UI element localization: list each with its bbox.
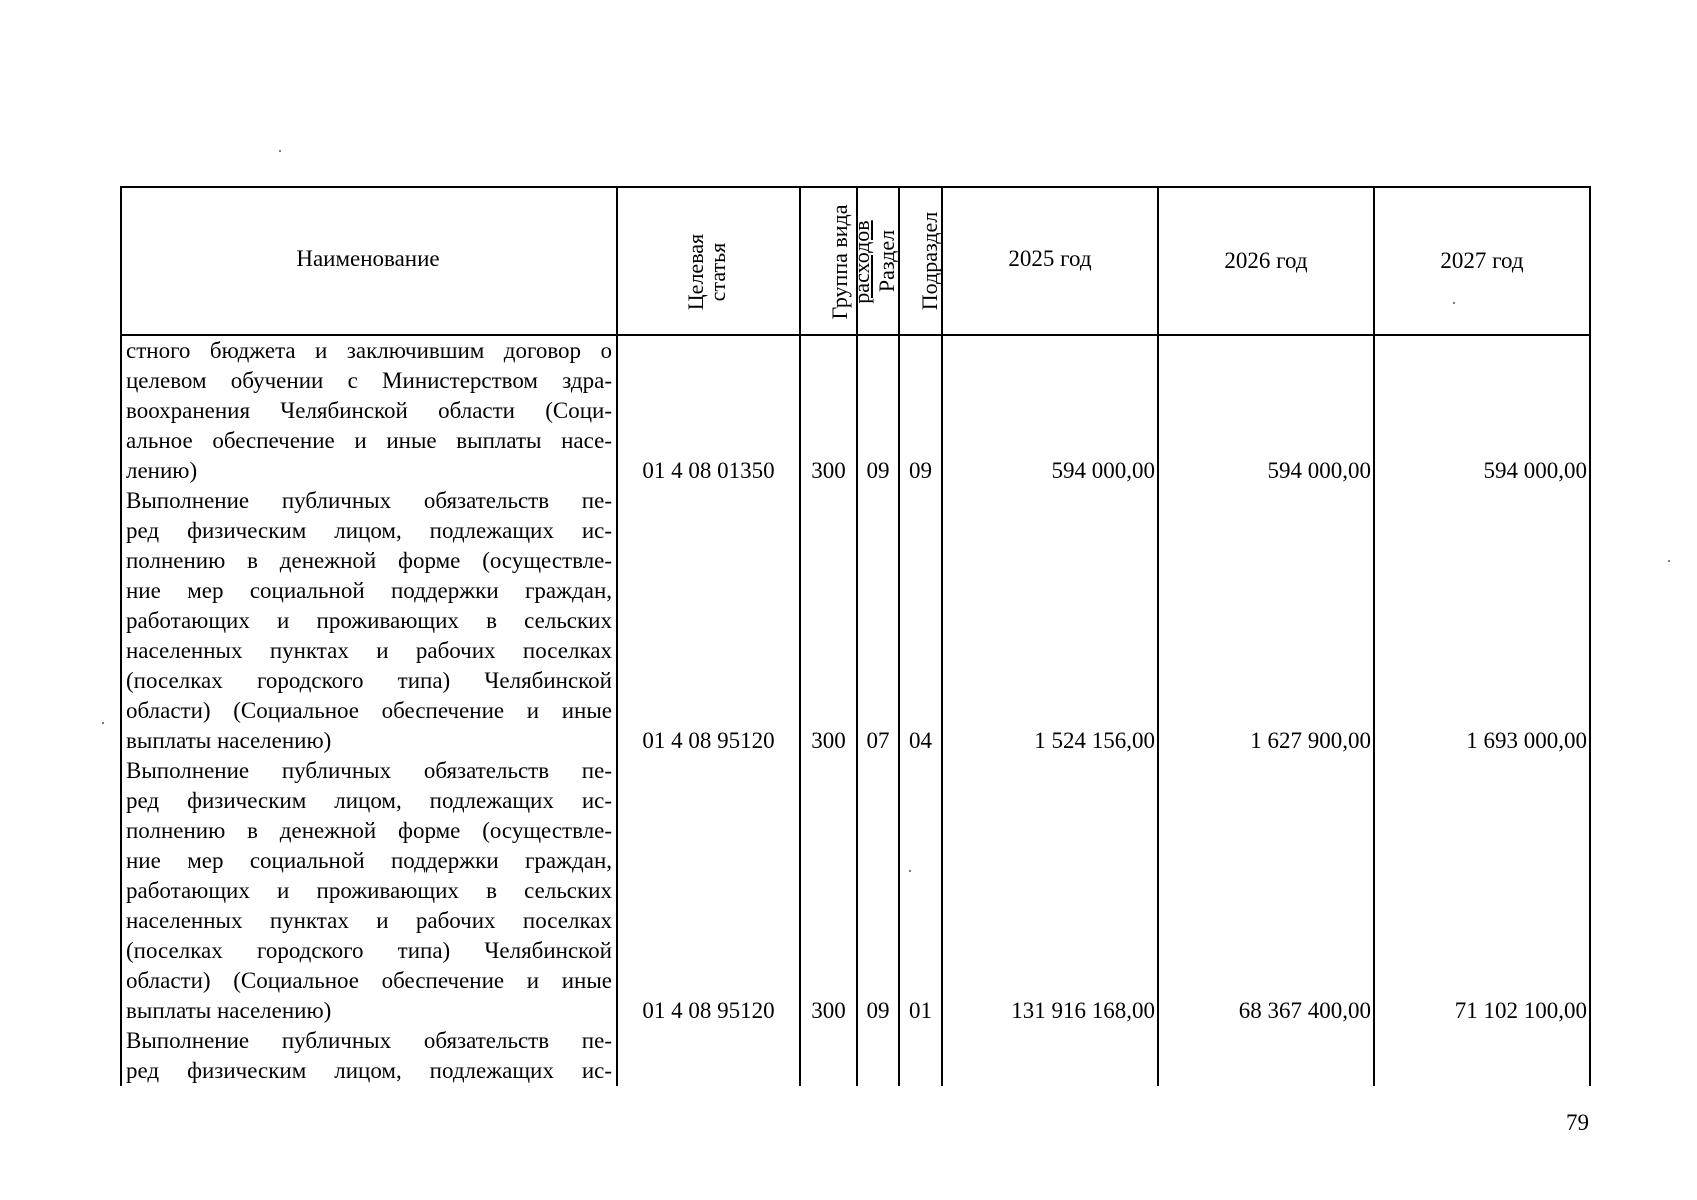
row-1-section: 09 xyxy=(866,458,890,483)
row-3-name-line: выплаты населению) xyxy=(126,998,332,1023)
row-2-name-line: населенных пунктах и рабочих поселках xyxy=(126,638,612,663)
row-4-name-line: Выполнение публичных обязательств пе- xyxy=(126,1028,612,1053)
col-divider-name xyxy=(616,186,618,1086)
header-2026: 2026 год xyxy=(1224,248,1308,273)
header-2027: 2027 год xyxy=(1440,248,1524,273)
row-3-name-line: работающих и проживающих в сельских xyxy=(126,878,612,903)
row-3-expense-group: 300 xyxy=(811,998,846,1023)
scan-speck xyxy=(279,150,281,152)
row-3-target-article: 01 4 08 95120 xyxy=(642,998,775,1023)
row-2-name-line: (поселках городского типа) Челябинской xyxy=(126,668,612,693)
row-2-2025: 1 524 156,00 xyxy=(1034,728,1155,753)
table-border-top xyxy=(120,186,1591,188)
header-name: Наименование xyxy=(296,246,440,271)
header-expense-group xyxy=(829,192,875,332)
row-3-name-line: полнению в денежной форме (осуществле- xyxy=(126,818,612,843)
row-1-name-line: альное обеспечение и иные выплаты насе- xyxy=(126,428,612,453)
header-target-article xyxy=(685,222,731,322)
header-target-article-line1: Целевая xyxy=(683,233,708,311)
scan-speck xyxy=(102,722,104,724)
col-divider-section xyxy=(898,186,900,1086)
row-1-subsection: 09 xyxy=(909,458,932,483)
row-2-name-line: ред физическим лицом, подлежащих ис- xyxy=(126,518,612,543)
row-3-name-line: ред физическим лицом, подлежащих ис- xyxy=(126,788,612,813)
scan-speck xyxy=(1453,302,1455,304)
row-1-name-line: лению) xyxy=(126,458,198,483)
row-2-name-line: полнению в денежной форме (осуществле- xyxy=(126,548,612,573)
row-2-2027: 1 693 000,00 xyxy=(1466,728,1587,753)
row-2-subsection: 04 xyxy=(909,728,932,753)
page-number: 79 xyxy=(1566,1110,1589,1135)
row-3-name-line: ние мер социальной поддержки граждан, xyxy=(126,848,612,873)
header-subsection-text: Подраздел xyxy=(917,211,942,311)
row-1-name-line: целевом обучении с Министерством здра- xyxy=(126,368,612,393)
scan-speck xyxy=(909,870,911,872)
scan-speck xyxy=(1668,560,1670,562)
row-2-name-line: области) (Социальное обеспечение и иные xyxy=(126,698,612,723)
header-section xyxy=(876,211,900,311)
col-divider-target xyxy=(799,186,801,1086)
row-3-name-line: Выполнение публичных обязательств пе- xyxy=(126,758,612,783)
row-3-name xyxy=(126,756,612,1026)
col-divider-2025 xyxy=(1157,186,1159,1086)
header-2025: 2025 год xyxy=(1008,246,1092,271)
budget-table xyxy=(120,186,1599,1086)
header-expense-group-line2: расходов xyxy=(849,220,874,304)
row-1-name-line: воохранения Челябинской области (Соци- xyxy=(126,398,612,423)
row-2-name-line: Выполнение публичных обязательств пе- xyxy=(126,488,612,513)
row-1-2027: 594 000,00 xyxy=(1483,458,1587,483)
row-1-2025: 594 000,00 xyxy=(1051,458,1155,483)
row-2-section: 07 xyxy=(866,728,890,753)
row-3-name-line: области) (Социальное обеспечение и иные xyxy=(126,968,612,993)
row-2-name-line: ние мер социальной поддержки граждан, xyxy=(126,578,612,603)
table-border-left xyxy=(120,186,122,1086)
table-border-right xyxy=(1589,186,1591,1086)
row-2-name-line: выплаты населению) xyxy=(126,728,332,753)
row-1-name-line: стного бюджета и заключившим договор о xyxy=(126,338,612,363)
row-1-name xyxy=(126,336,612,486)
header-subsection xyxy=(919,201,943,321)
header-expense-group-line1: Группа вида xyxy=(827,204,852,320)
row-3-section: 09 xyxy=(866,998,890,1023)
row-3-name-line: населенных пунктах и рабочих поселках xyxy=(126,908,612,933)
row-1-target-article: 01 4 08 01350 xyxy=(642,458,775,483)
row-4-name xyxy=(126,1026,612,1086)
row-2-target-article: 01 4 08 95120 xyxy=(642,728,775,753)
row-3-name-line: (поселках городского типа) Челябинской xyxy=(126,938,612,963)
header-section-text: Раздел xyxy=(874,229,899,293)
row-1-2026: 594 000,00 xyxy=(1267,458,1371,483)
row-3-subsection: 01 xyxy=(909,998,932,1023)
row-3-2025: 131 916 168,00 xyxy=(1011,998,1155,1023)
col-divider-2026 xyxy=(1373,186,1375,1086)
row-2-name-line: работающих и проживающих в сельских xyxy=(126,608,612,633)
row-2-2026: 1 627 900,00 xyxy=(1250,728,1371,753)
row-2-name xyxy=(126,486,612,756)
row-2-expense-group: 300 xyxy=(811,728,846,753)
header-target-article-line2: статья xyxy=(705,242,730,302)
row-1-expense-group: 300 xyxy=(811,458,846,483)
row-4-name-line: ред физическим лицом, подлежащих ис- xyxy=(126,1058,612,1083)
row-3-2026: 68 367 400,00 xyxy=(1238,998,1371,1023)
row-3-2027: 71 102 100,00 xyxy=(1454,998,1587,1023)
col-divider-subsection xyxy=(941,186,943,1086)
